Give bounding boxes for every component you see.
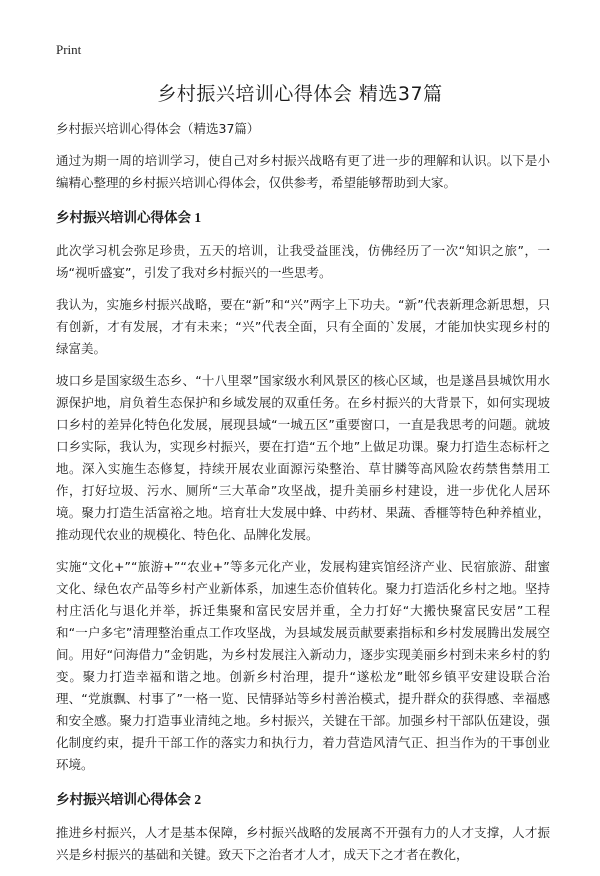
section-1 [56, 208, 550, 776]
section-2 [56, 790, 550, 866]
paragraph: 坡口乡是国家级生态乡、“十八里翠”国家级水利风景区的核心区域，也是遂昌县城饮用水源保护地，肩负着生态保护和乡域发展的双重任务。在乡村振兴的大背景下，如何实现坡口乡村的差异化特色化发展，展现县域“一城五区”重要窗口，一直是我思考的问题。就坡口乡实际，我认为，实现乡村振兴，要在打造“五个地”上做足功课。聚力打造生态标杆之地。深入实施生态修复，持续开展农业面源污染整治、草甘膦等高风险农药禁售禁用工作，打好垃圾、污水、厕所“三大革命”攻坚战，提升美丽乡村建设，进一步优化人居环境。聚力打造生活富裕之地。培育壮大发展中蜂、中药材、果蔬、香榧等特色种养植业，推动现代农业的规模化、特色化、品牌化发展。 [56, 373, 550, 542]
paragraph: 我认为，实施乡村振兴战略，要在“新”和“兴”两字上下功夫。“新”代表新理念新思想，只有创新，才有发展，才有未来；“兴”代表全面，只有全面的`发展，才能加快实现乡村的绿富美。 [56, 297, 550, 356]
print-link[interactable]: Print [56, 42, 82, 57]
paragraph: 实施“文化+”“旅游+”“农业+”等多元化产业，发展构建宾馆经济产业、民宿旅游、甜蜜文化、绿色农产品等乡村产业新体系，加速生态价值转化。聚力打造活化乡村之地。坚持村庄活化与退化并举，拆迁集聚和富民安居并重，全力打好“大搬快聚富民安居”工程和“一户多宅”清理整治重点工作攻坚战，为县域发展贡献要素指标和乡村发展腾出发展空间。用好“问海借力”金钥匙，为乡村发展注入新动力，逐步实现美丽乡村到未来乡村的豹变。聚力打造幸福和谐之地。创新乡村治理，提升“遂松龙”毗邻乡镇平安建设联合治理、“党旗飘、村事了”一格一览、民情驿站等乡村善治模式，提升群众的获得感、幸福感和安全感。聚力打造事业清纯之地。乡村振兴，关键在干部。加强乡村干部队伍建设，强化制度约束，提升干部工作的落实力和执行力，着力营造风清气正、担当作为的干事创业环境。 [56, 559, 550, 772]
page-title: 乡村振兴培训心得体会 精选37篇 [157, 83, 443, 105]
paragraph: 此次学习机会弥足珍贵，五天的培训，让我受益匪浅，仿佛经历了一次“知识之旅”，一场“视听盛宴”，引发了我对乡村振兴的一些思考。 [56, 243, 550, 280]
document-subtitle: 乡村振兴培训心得体会（精选37篇） [56, 121, 260, 136]
document-body [56, 118, 550, 876]
intro-paragraph: 通过为期一周的培训学习，使自己对乡村振兴战略有更了进一步的理解和认识。以下是小编精心整理的乡村振兴培训心得体会，仅供参考，希望能够帮助到大家。 [56, 153, 550, 190]
section-heading: 乡村振兴培训心得体会 2 [56, 792, 202, 807]
section-heading: 乡村振兴培训心得体会 1 [56, 210, 202, 225]
paragraph: 推进乡村振兴，人才是基本保障，乡村振兴战略的发展离不开强有力的人才支撑，人才振兴是乡村振兴的基础和关键。致天下之治者才人才，成天下之才者在教化， [56, 825, 550, 862]
